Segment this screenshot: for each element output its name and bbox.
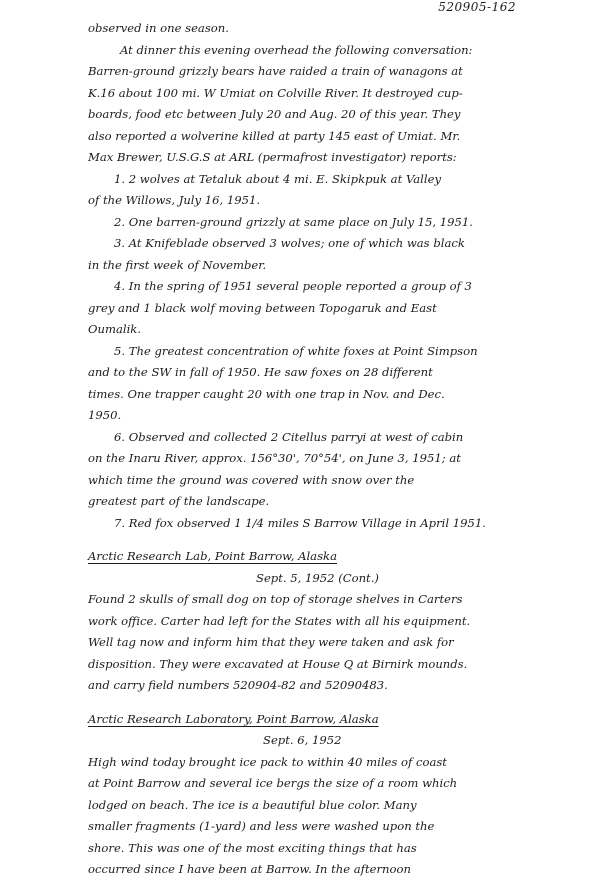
text-line: work office. Carter had left for the States with all his equipment. xyxy=(88,613,471,628)
text-line: in the first week of November. xyxy=(88,257,267,272)
text-line: which time the ground was covered with snow over the xyxy=(88,472,415,487)
text-line: greatest part of the landscape. xyxy=(88,494,270,508)
text-line: times. One trapper caught 20 with one trap in Nov. and Dec. xyxy=(88,386,445,401)
text-line: 1950. xyxy=(88,408,122,422)
text-line: at Point Barrow and several ice bergs the size of a room which xyxy=(88,776,458,790)
text-line: 3. At Knifeblade observed 3 wolves; one of which was black xyxy=(114,236,465,250)
text-line: of the Willows, July 16, 1951. xyxy=(88,193,261,207)
text-line: 6. Observed and collected 2 Citellus parryi at west of cabin xyxy=(114,429,464,444)
text-line: observed in one season. xyxy=(88,21,229,35)
entry-date-2: Sept. 6, 1952 xyxy=(263,733,342,747)
section-heading-1: Arctic Research Lab, Point Barrow, Alaska xyxy=(88,549,337,563)
text-line: K.16 about 100 mi. W Umiat on Colville River. It destroyed cup- xyxy=(88,85,463,100)
text-line: lodged on beach. The ice is a beautiful blue color. Many xyxy=(88,797,417,812)
text-line: grey and 1 black wolf moving between Topogaruk and East xyxy=(88,300,437,315)
text-line: boards, food etc between July 20 and Aug. 20 of this year. They xyxy=(88,107,461,121)
text-line: 4. In the spring of 1951 several people reported a group of 3 xyxy=(114,279,472,293)
text-line: also reported a wolverine killed at party 145 east of Umiat. Mr. xyxy=(88,128,461,143)
text-line: Found 2 skulls of small dog on top of storage shelves in Carters xyxy=(88,592,463,606)
text-line: High wind today brought ice pack to within 40 miles of coast xyxy=(88,754,447,769)
text-line: 1. 2 wolves at Tetaluk about 4 mi. E. Skipkpuk at Valley xyxy=(114,171,441,186)
text-line: occurred since I have been at Barrow. In the afternoon xyxy=(88,862,411,876)
entry-date-1: Sept. 5, 1952 (Cont.) xyxy=(256,570,379,585)
text-line: and carry field numbers 520904-82 and 52090483. xyxy=(88,678,388,692)
text-line: Oumalik. xyxy=(88,322,142,336)
section-heading-2: Arctic Research Laboratory, Point Barrow, Alaska xyxy=(88,711,379,726)
text-line: disposition. They were excavated at House Q at Birnirk mounds. xyxy=(88,656,468,671)
page-id: 520905-162 xyxy=(438,0,516,14)
text-line: on the Inaru River, approx. 156°30', 70°54', on June 3, 1951; at xyxy=(88,451,461,465)
text-line: 7. Red fox observed 1 1/4 miles S Barrow Village in April 1951. xyxy=(114,515,486,530)
text-line: Well tag now and inform him that they were taken and ask for xyxy=(88,635,454,649)
text-line: At dinner this evening overhead the following conversation: xyxy=(120,42,473,57)
text-line: 5. The greatest concentration of white foxes at Point Simpson xyxy=(114,343,478,358)
text-line: smaller fragments (1-yard) and less were washed upon the xyxy=(88,819,435,833)
text-line: Barren-ground grizzly bears have raided a train of wanagons at xyxy=(88,64,463,78)
text-line: Max Brewer, U.S.G.S at ARL (permafrost investigator) reports: xyxy=(88,150,457,164)
text-line: and to the SW in fall of 1950. He saw foxes on 28 different xyxy=(88,365,433,379)
text-line: 2. One barren-ground grizzly at same place on July 15, 1951. xyxy=(114,214,473,229)
journal-text xyxy=(88,18,568,881)
text-line: shore. This was one of the most exciting things that has xyxy=(88,840,417,855)
